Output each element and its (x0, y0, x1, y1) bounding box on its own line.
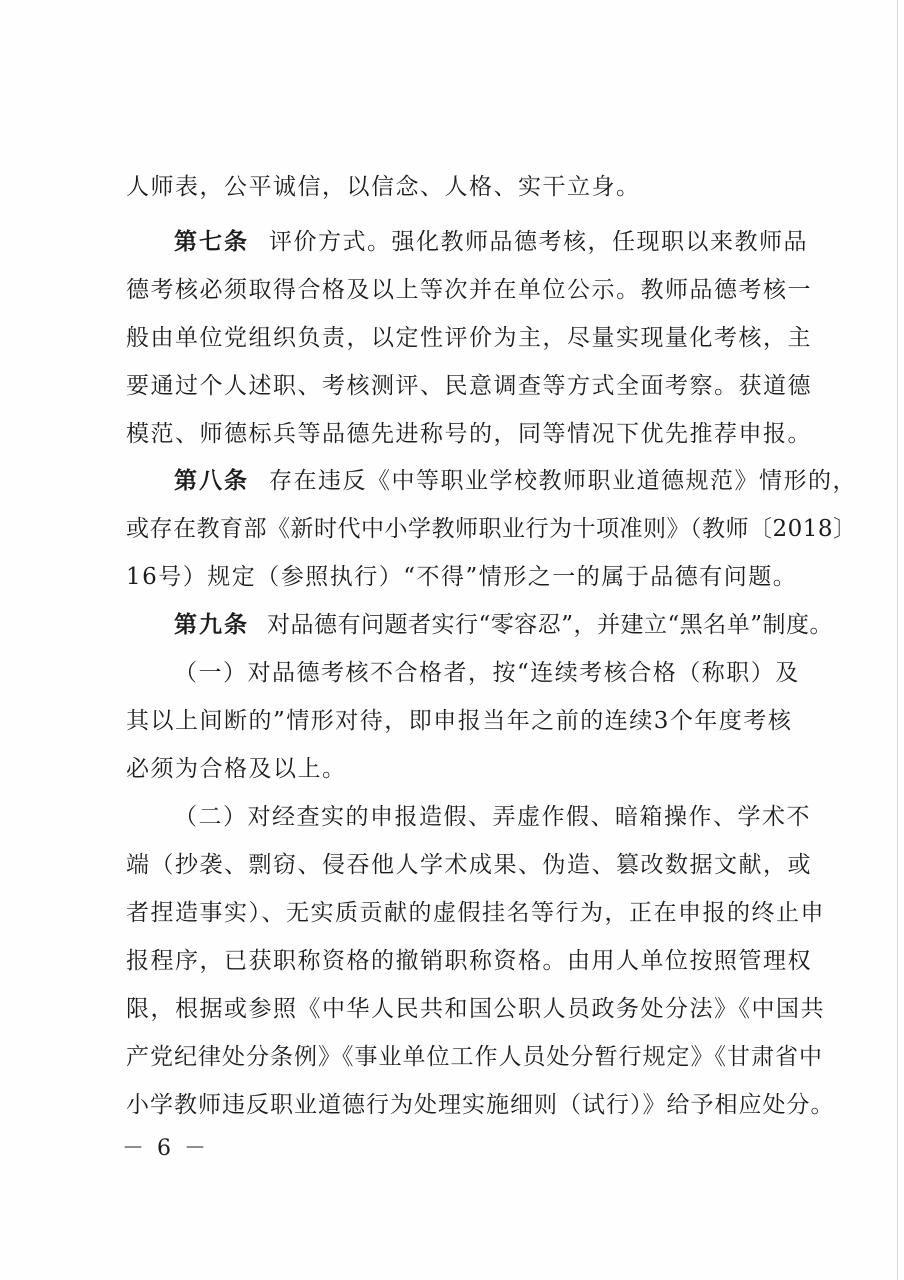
line-text: 评价方式。强化教师品德考核，任现职以来教师品 (269, 229, 808, 255)
text-line (126, 323, 812, 353)
line-text: 模范、师德标兵等品德先进称号的，同等情况下优先推荐申报。 (126, 421, 812, 447)
text-line (126, 275, 812, 305)
line-text: 其以上间断的”情形对待，即申报当年之前的连续3个年度考核 (126, 708, 793, 734)
line-text: 产党纪律处分条例》《事业单位工作人员处分暂行规定》《甘肃省中 (126, 1044, 823, 1070)
line-text: 者捏造事实）、无实质贡献的虚假挂名等行为，正在申报的终止申 (126, 900, 825, 926)
text-line (126, 514, 857, 544)
article-heading: 第九条 (174, 611, 249, 638)
text-line (126, 1042, 823, 1072)
line-text: 16号）规定（参照执行）“不得”情形之一的属于品德有问题。 (126, 564, 798, 590)
line-text: 小学教师违反职业道德行为处理实施细则（试行）》给予相应处分。 (126, 1092, 835, 1118)
article-heading: 第八条 (174, 467, 249, 494)
text-line (126, 172, 641, 202)
line-text: （一）对品德考核不合格者，按“连续考核合格（称职）及 (174, 660, 800, 686)
text-line (126, 754, 347, 784)
line-text: 端（抄袭、剽窃、侵吞他人学术成果、伪造、篡改数据文献，或 (126, 852, 812, 878)
text-line (126, 706, 792, 736)
line-text: 德考核必须取得合格及以上等次并在单位公示。教师品德考核一 (126, 277, 812, 303)
article-9-line (174, 610, 833, 640)
text-line (126, 371, 812, 401)
text-line (126, 946, 812, 976)
article-heading: 第七条 (174, 228, 249, 255)
scan-edge-divider (897, 0, 898, 1280)
line-text: （二）对经查实的申报造假、弄虚作假、暗箱操作、学术不 (174, 804, 811, 830)
text-line (126, 1090, 835, 1120)
line-text: 报程序，已获职称资格的撤销职称资格。由用人单位按照管理权 (126, 948, 812, 974)
text-line (126, 898, 825, 928)
line-text: 必须为合格及以上。 (126, 756, 347, 782)
text-line (174, 658, 800, 688)
line-text: 人师表，公平诚信，以信念、人格、实干立身。 (126, 174, 641, 200)
text-line (126, 994, 825, 1024)
line-text: 或存在教育部《新时代中小学教师职业行为十项准则》（教师〔2018〕 (126, 516, 857, 542)
article-7-line (174, 227, 808, 257)
line-text: 般由单位党组织负责，以定性评价为主，尽量实现量化考核，主 (126, 325, 812, 351)
text-line (174, 802, 811, 832)
text-line (126, 562, 797, 592)
line-text: 存在违反《中等职业学校教师职业道德规范》情形的， (269, 468, 857, 494)
page-number: － 6 － (122, 1136, 209, 1161)
text-line (126, 419, 812, 449)
text-line (126, 850, 812, 880)
article-8-line (174, 466, 857, 496)
line-text: 要通过个人述职、考核测评、民意调查等方式全面考察。获道德 (126, 373, 812, 399)
line-text: 限，根据或参照《中华人民共和国公职人员政务处分法》《中国共 (126, 996, 825, 1022)
line-text: 对品德有问题者实行“零容忍”，并建立“黑名单”制度。 (267, 612, 834, 638)
